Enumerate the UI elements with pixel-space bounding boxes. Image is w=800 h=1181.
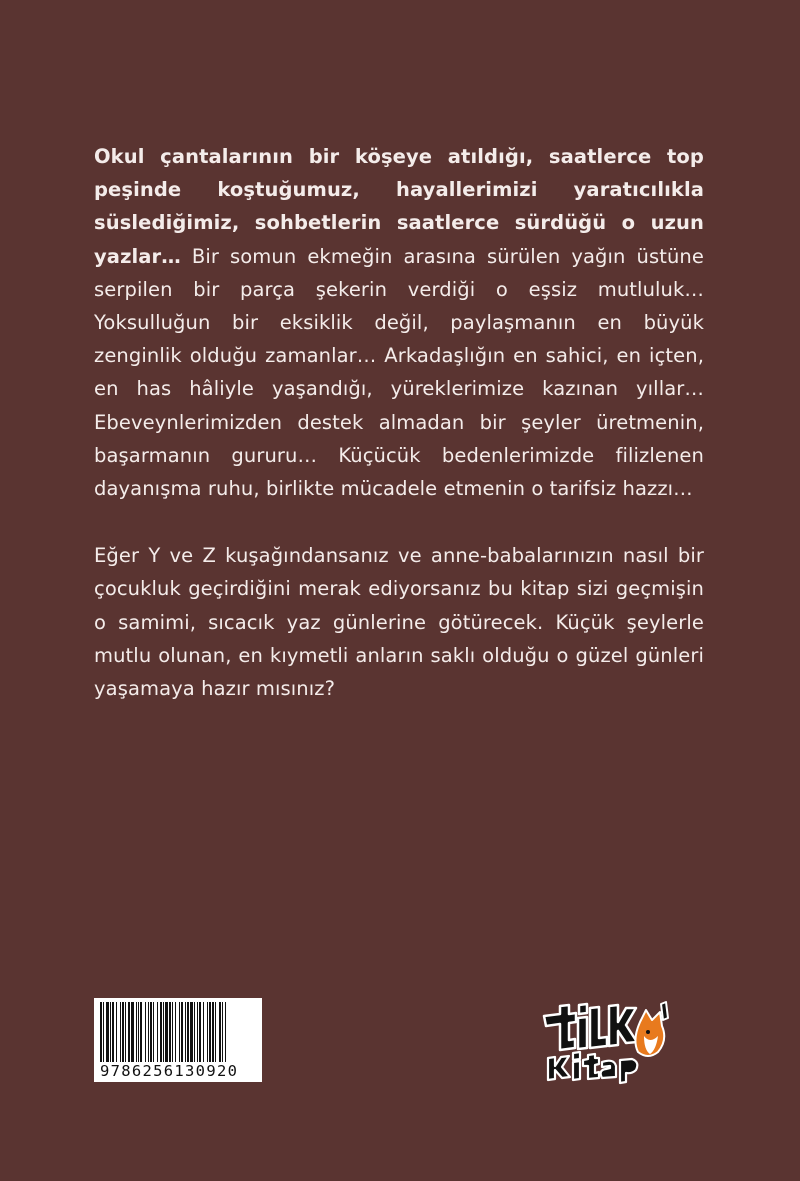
blurb-paragraph-2: Eğer Y ve Z kuşağındansanız ve anne-babalarınızın nasıl bir çocukluk geçirdiğini merak ediyorsanız bu kitap sizi geçmişin o samimi, sıcacık yaz günlerine götürecek. Küçük şeylerle mutlu olunan, en kıymetli anların saklı olduğu o güzel günleri yaşamaya hazır mısınız?	[94, 544, 704, 701]
blurb-body-text: Bir somun ekmeğin arasına sürülen yağın üstüne serpilen bir parça şekerin verdiği o eşsiz mutluluk… Yoksulluğun bir eksiklik değil, paylaşmanın en büyük zenginlik olduğu zamanlar… Arkadaşlığın en sahici, en içten, en has hâliyle yaşandığı, yüreklerimize kazınan yıllar… Ebeveynlerimizden destek almadan bir şeyler üretmenin, başarmanın gururu… Küçücük bedenlerimizde filizlenen dayanışma ruhu, birlikte mücadele etmenin o tarifsiz hazzı…	[94, 244, 704, 501]
barcode-bar	[103, 1002, 104, 1062]
barcode-bar	[181, 1002, 183, 1062]
barcode-bar	[215, 1002, 216, 1062]
barcode-bar	[140, 1002, 142, 1062]
barcode-bar	[179, 1002, 180, 1062]
barcode-bars	[100, 1002, 256, 1062]
barcode-bar	[116, 1002, 117, 1062]
barcode-bar	[203, 1002, 204, 1062]
barcode-bar	[175, 1002, 176, 1062]
barcode-bar	[160, 1002, 162, 1062]
barcode-bar	[112, 1002, 114, 1062]
barcode-bar	[110, 1002, 111, 1062]
barcode-bar	[172, 1002, 173, 1062]
barcode-bar	[194, 1002, 195, 1062]
barcode-bar	[128, 1002, 130, 1062]
barcode-bar	[145, 1002, 146, 1062]
back-cover-blurb	[94, 140, 704, 705]
barcode-bar	[150, 1002, 152, 1062]
barcode-bar	[212, 1002, 214, 1062]
barcode-bar	[165, 1002, 168, 1062]
barcode-bar	[219, 1002, 221, 1062]
isbn-barcode	[94, 998, 262, 1082]
barcode-bar	[100, 1002, 102, 1062]
barcode-bar	[131, 1002, 134, 1062]
barcode-bar	[138, 1002, 139, 1062]
isbn-digits: 9786256130920	[100, 1062, 239, 1080]
logo-mark	[544, 1002, 668, 1083]
barcode-bar	[148, 1002, 149, 1062]
barcode-bar	[199, 1002, 201, 1062]
barcode-bar	[122, 1002, 124, 1062]
barcode-bar	[185, 1002, 186, 1062]
barcode-bar	[136, 1002, 137, 1062]
barcode-bar	[106, 1002, 109, 1062]
publisher-logo	[540, 1000, 675, 1086]
barcode-bar	[197, 1002, 198, 1062]
barcode-bar	[225, 1002, 226, 1062]
barcode-bar	[153, 1002, 154, 1062]
barcode-bar	[125, 1002, 126, 1062]
barcode-bar	[157, 1002, 158, 1062]
barcode-bar	[187, 1002, 189, 1062]
barcode-bar	[207, 1002, 208, 1062]
blurb-paragraph-1	[94, 140, 704, 505]
blurb-lead-text: Okul çantalarının bir köşeye atıldığı, saatlerce top peşinde koştuğumuz, hayallerimizi yaratıcılıkla süslediğimiz, sohbetlerin saatlerce sürdüğü o uzun yazlar…	[94, 145, 704, 268]
barcode-bar	[120, 1002, 121, 1062]
barcode-bar	[209, 1002, 211, 1062]
barcode-bar	[190, 1002, 193, 1062]
barcode-bar	[163, 1002, 164, 1062]
barcode-bar	[222, 1002, 223, 1062]
barcode-bar	[169, 1002, 171, 1062]
